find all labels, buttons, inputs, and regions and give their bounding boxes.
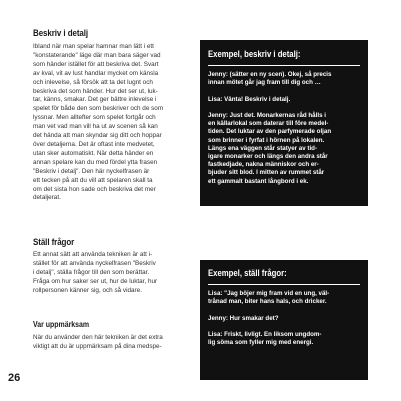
example-box-questions (200, 260, 368, 380)
dialogue-line: Längs ena väggen står statyer av tid- (208, 144, 318, 152)
dialogue-line: en källarlokal som daterar till före medel- (208, 120, 329, 128)
text-line: detaljerat. (33, 194, 61, 202)
dialogue-line: som brinner i fyrfat i hörnen på lokalen. (208, 136, 325, 144)
text-line: över detaljerna. Det är oftast inte medvetet, (33, 140, 155, 148)
dialogue-line: ett gammalt bastant långbord i ek. (208, 177, 309, 185)
section-ask-questions (33, 237, 193, 296)
dialogue-line: innan mötet går jag fram till dig och … (208, 79, 321, 87)
section-heading: Ställ frågor (33, 237, 75, 247)
dialogue-line: Jenny: Just det. Monarkernas råd hålls i (208, 111, 326, 119)
dialogue-line: fastkedjade, nakna människor och er- (208, 161, 319, 169)
text-line: När du använder den här tekniken är det extra (33, 334, 163, 341)
dialogue-line: Jenny: (sätter en ny scen). Okej, så precis (208, 71, 332, 78)
text-line: det hända att man skyndar sig ditt och hoppar (33, 132, 162, 140)
example-box-title: Exempel, ställ frågor: (208, 268, 287, 278)
text-line: rollpersonen känner sig, och så vidare. (33, 286, 142, 294)
text-line: man vet vad man vill ha ut av scenen så kan (33, 123, 158, 131)
paragraph-gap (208, 104, 360, 112)
text-line: lyssnar. Men alltefter som spelet fortgår och (33, 114, 156, 122)
dialogue-line: lig söma som fyller mig med energi. (208, 339, 314, 347)
text-line: Fråga om hur saker ser ut, hur de luktar, hur (33, 277, 158, 285)
text-line: stället för att använda nyckelfrasen "Beskriv (33, 259, 156, 267)
text-line: som händer istället för att beskriva det. Svart (33, 60, 159, 68)
text-line: annan spelare kan du med fördel ytta frasen (33, 158, 158, 166)
subsection-heading: Var uppmärksam (33, 320, 90, 329)
text-line: beskriva det som händer. Hur det ser ut, luk- (33, 87, 158, 95)
dialogue-line: tiden. Det luktar av den parfymerade oljan (208, 128, 332, 136)
dialogue-line: igare monarker och längs den andra står (208, 153, 328, 160)
section-heading: Beskriv i detalj (33, 28, 89, 38)
paragraph-gap (208, 87, 360, 95)
dialogue-line: Lisa: "Jag böjer mig fram vid en ung, väl- (208, 290, 330, 297)
example-box-body (200, 66, 368, 186)
dialogue-line: trånad man, biter hans hals, och dricker. (208, 298, 327, 306)
page-number: 26 (8, 372, 21, 384)
text-line: Ett annat sätt att använda tekniken är att i- (33, 251, 153, 258)
text-line: och inlevelse, så försök att ta det lugnt och (33, 78, 153, 86)
dialogue-line: Lisa: Friskt, livligt. En liksom ungdom- (208, 330, 322, 338)
text-line: om det sista hon sade och beskriva det mer (33, 185, 156, 193)
section-describe-in-detail (33, 28, 193, 203)
text-line: Ibland när man spelar hamnar man lätt i ett (33, 43, 154, 50)
example-box-describe (200, 40, 368, 206)
dialogue-line: Lisa: Vänta! Beskriv i detalj. (208, 95, 291, 103)
paragraph-gap (208, 323, 360, 331)
text-line: "Beskriv i detalj". Den här nyckelfrasen är (33, 167, 150, 175)
text-line: "konstaterande" läge där man bara säger vad (33, 51, 161, 59)
dialogue-line: bjuder sitt blod. I mitten av rummet står (208, 169, 325, 177)
example-box-title: Exempel, beskriv i detalj: (208, 49, 301, 59)
paragraph-gap (208, 306, 360, 314)
section-be-attentive (33, 320, 193, 352)
text-line: ett tecken på att du vill att spelaren skall ta (33, 176, 153, 184)
example-box-body (200, 285, 368, 347)
text-line: tar, känns, smakar. Det ger bättre inlevelse i (33, 96, 157, 104)
text-line: i detalj", ställa frågor till den som berättar. (33, 268, 150, 276)
text-line: viktigt att du är uppmärksam på dina medspe- (33, 342, 162, 350)
text-line: av kval, vit av lust handlar mycket om känsla (33, 69, 159, 77)
dialogue-line: Jenny: Hur smakar det? (208, 314, 279, 322)
text-line: utan sker automatiskt. När detta händer en (33, 149, 154, 157)
section-body (33, 43, 193, 203)
section-body (33, 334, 193, 352)
section-body (33, 251, 193, 296)
text-line: spelet för både den som beskriver och de som (33, 105, 164, 113)
